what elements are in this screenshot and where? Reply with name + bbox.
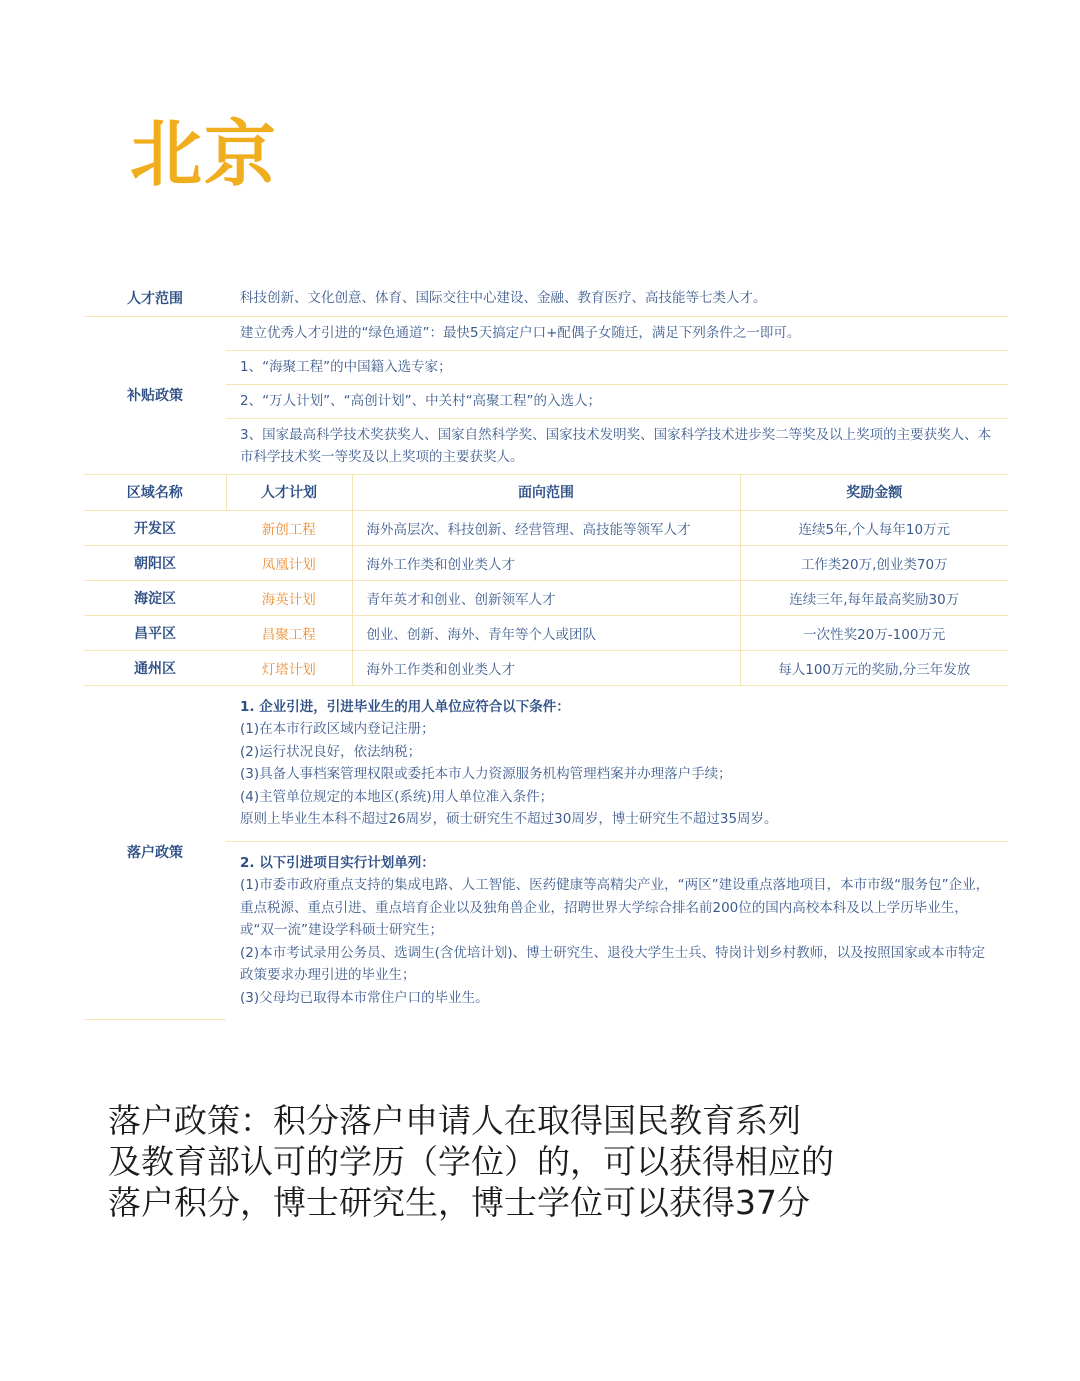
header-district: 区域名称 <box>84 474 226 510</box>
header-scope: 面向范围 <box>352 474 740 510</box>
talent-plan: 凤凰计划 <box>226 545 352 580</box>
note-line: 及教育部认可的学历（学位）的，可以获得相应的 <box>108 1142 834 1181</box>
table-row <box>84 580 1008 615</box>
subsidy-row <box>84 316 1008 350</box>
talent-plan: 昌聚工程 <box>226 615 352 650</box>
settle-block-1 <box>226 685 1008 841</box>
target-scope: 青年英才和创业、创新领军人才 <box>352 580 740 615</box>
reward-amount: 连续三年,每年最高奖励30万 <box>740 580 1008 615</box>
district-name: 昌平区 <box>84 615 226 650</box>
subsidy-line: 2、“万人计划”、“高创计划”、中关村“高聚工程”的入选人； <box>226 384 1008 418</box>
page-title: 北京 <box>130 112 279 196</box>
table-row <box>84 650 1008 685</box>
table-row <box>84 545 1008 580</box>
reward-amount: 工作类20万,创业类70万 <box>740 545 1008 580</box>
reward-amount: 连续5年,个人每年10万元 <box>740 510 1008 545</box>
settle-item: (2)本市考试录用公务员、选调生(含优培计划)、博士研究生、退役大学生士兵、特岗计划乡村教师，以及按照国家或本市特定政策要求办理引进的毕业生； <box>240 944 986 983</box>
talent-scope-label: 人才范围 <box>84 280 226 316</box>
settle-row <box>84 685 1008 841</box>
subsidy-line: 建立优秀人才引进的“绿色通道”：最快5天搞定户口+配偶子女随迁，满足下列条件之一即可。 <box>226 316 1008 350</box>
settle-item: (3)父母均已取得本市常住户口的毕业生。 <box>240 989 489 1006</box>
district-name: 海淀区 <box>84 580 226 615</box>
settle-points-note <box>108 1100 938 1223</box>
settle-item: 原则上毕业生本科不超过26周岁，硕士研究生不超过30周岁，博士研究生不超过35周岁。 <box>240 811 778 827</box>
target-scope: 创业、创新、海外、青年等个人或团队 <box>352 615 740 650</box>
beijing-policy-table <box>84 280 1008 1020</box>
settle-item: (3)具备人事档案管理权限或委托本市人力资源服务机构管理档案并办理落户手续； <box>240 766 732 782</box>
reward-amount: 每人100万元的奖励,分三年发放 <box>740 650 1008 685</box>
table-row <box>84 510 1008 545</box>
talent-plan: 新创工程 <box>226 510 352 545</box>
note-line: 落户政策：积分落户申请人在取得国民教育系列 <box>108 1101 801 1140</box>
note-line: 落户积分，博士研究生，博士学位可以获得37分 <box>108 1183 810 1222</box>
district-name: 通州区 <box>84 650 226 685</box>
header-plan: 人才计划 <box>226 474 352 510</box>
settle-item: (1)市委市政府重点支持的集成电路、人工智能、医药健康等高精尖产业，“两区”建设重点落地项目，本市市级“服务包”企业，重点税源、重点引进、重点培育企业以及独角兽企业，招聘世界大学综合排名前200位的国内高校本科及以上学历毕业生，或“双一流”建设学科硕士研究生； <box>240 877 990 938</box>
subsidy-label: 补贴政策 <box>84 316 226 474</box>
settle-item: (2)运行状况良好，依法纳税； <box>240 743 422 760</box>
settle-block-2 <box>226 841 1008 1019</box>
header-reward: 奖励金额 <box>740 474 1008 510</box>
target-scope: 海外工作类和创业类人才 <box>352 650 740 685</box>
district-name: 开发区 <box>84 510 226 545</box>
table-row <box>84 615 1008 650</box>
settle-item: (4)主管单位规定的本地区(系统)用人单位准入条件； <box>240 788 554 805</box>
subsidy-line: 3、国家最高科学技术奖获奖人、国家自然科学奖、国家技术发明奖、国家科学技术进步奖二等奖及以上奖项的主要获奖人、本市科学技术奖一等奖及以上奖项的主要获奖人。 <box>226 418 1008 474</box>
settle-block-heading: 1. 企业引进，引进毕业生的用人单位应符合以下条件： <box>240 698 570 715</box>
talent-plan: 灯塔计划 <box>226 650 352 685</box>
target-scope: 海外高层次、科技创新、经营管理、高技能等领军人才 <box>352 510 740 545</box>
settle-item: (1)在本市行政区域内登记注册； <box>240 721 435 737</box>
talent-plan: 海英计划 <box>226 580 352 615</box>
subsidy-line: 1、“海聚工程”的中国籍入选专家； <box>226 350 1008 384</box>
settle-label: 落户政策 <box>84 685 226 1019</box>
talent-scope-row <box>84 280 1008 316</box>
settle-block-heading: 2. 以下引进项目实行计划单列： <box>240 854 435 871</box>
district-header-row <box>84 474 1008 510</box>
talent-scope-text: 科技创新、文化创意、体育、国际交往中心建设、金融、教育医疗、高技能等七类人才。 <box>226 280 1008 316</box>
reward-amount: 一次性奖20万-100万元 <box>740 615 1008 650</box>
target-scope: 海外工作类和创业类人才 <box>352 545 740 580</box>
district-name: 朝阳区 <box>84 545 226 580</box>
